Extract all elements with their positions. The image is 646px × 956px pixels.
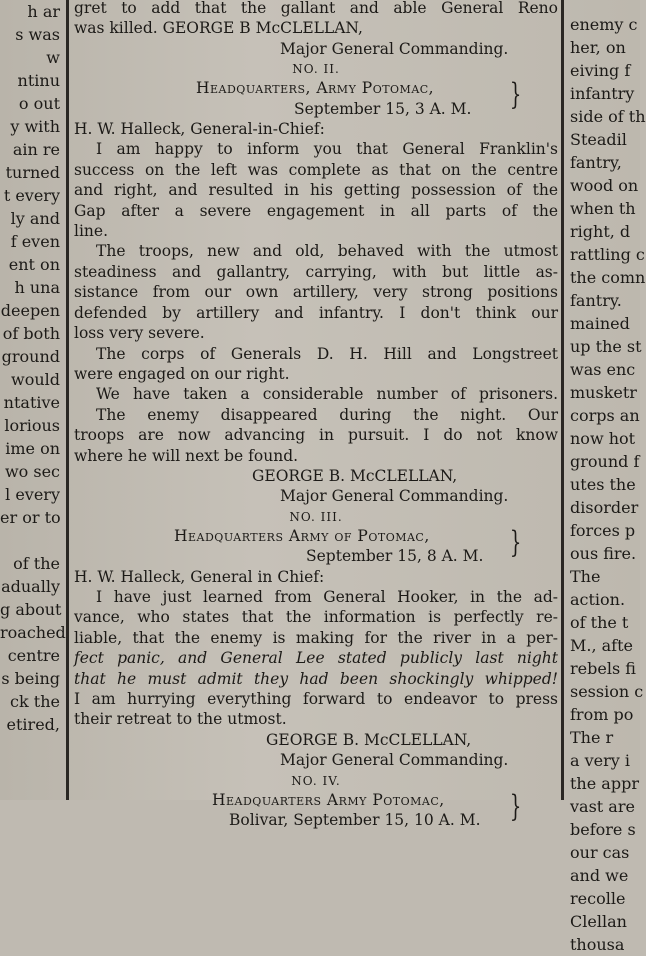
fragment-line: roached [0, 623, 66, 642]
fragment-line: ground f [570, 452, 640, 471]
fragment-line: The [570, 567, 601, 586]
signature: GEORGE B. McCLELLAN, [266, 730, 472, 749]
body-line: The enemy disappeared during the night. Our [96, 405, 558, 424]
fragment-line: from po [570, 705, 634, 724]
fragment-line: ck the [10, 692, 60, 711]
headquarters-line: Headquarters Army Potomac, } [212, 788, 523, 824]
fragment-line: rebels fi [570, 659, 636, 678]
fragment-line [0, 736, 62, 759]
fragment-line: turned [5, 163, 60, 182]
fragment-line: Clellan [570, 912, 627, 931]
rank-line: Major General Commanding. [280, 751, 509, 770]
fragment-line: deepen [0, 301, 60, 320]
fragment-line: ent on [8, 255, 60, 274]
fragment-line: when th [570, 199, 636, 218]
body-line: were engaged on our right. [74, 364, 290, 383]
left-column-lines [0, 0, 66, 759]
fragment-line: centre [7, 646, 60, 665]
fragment-line: y with [10, 117, 60, 136]
body-line: I have just learned from General Hooker, in the ad- [96, 587, 558, 606]
dispatch-date: September 15, 3 A. M. [294, 99, 472, 118]
body-line: sistance from our own artillery, very strong positions [74, 283, 558, 302]
fragment-line: ground [1, 347, 60, 366]
body-line: vance, who states that the information is perfectly re- [74, 608, 558, 627]
fragment-line: fantry. [570, 291, 622, 310]
body-line: fect panic, and General Lee stated publicly last night [74, 649, 558, 668]
fragment-line: adually [1, 577, 60, 596]
body-line: The troops, new and old, behaved with the utmost [96, 242, 558, 261]
column-rule-left [66, 0, 69, 800]
left-column-fragment [0, 0, 66, 800]
fragment-line: vast are [570, 797, 635, 816]
body-line: I am happy to inform you that General Franklin's [96, 140, 558, 159]
fragment-line: eiving f [570, 61, 631, 80]
fragment-line: t every [3, 186, 60, 205]
fragment-line: before s [570, 820, 636, 839]
fragment-line: of both [2, 324, 60, 343]
fragment-line: forces p [570, 521, 636, 540]
fragment-line: corps an [570, 406, 640, 425]
fragment-line: ly and [10, 209, 60, 228]
fragment-line: w [46, 48, 60, 67]
fragment-line: ain re [12, 140, 60, 159]
fragment-line: up the st [570, 337, 642, 356]
fragment-line: wood on [570, 176, 639, 195]
body-line: loss very severe. [74, 324, 205, 343]
fragment-line: action. [570, 590, 626, 609]
fragment-line: er or to [0, 508, 61, 527]
fragment-line: ous fire. [570, 544, 637, 563]
fragment-line [568, 0, 640, 13]
fragment-line: l every [5, 485, 60, 504]
fragment-line: disorder [570, 498, 639, 517]
body-line: The corps of Generals D. H. Hill and Longstreet [96, 344, 558, 363]
fragment-line: of the t [570, 613, 629, 632]
body-line: Gap after a severe engagement in all parts of the [74, 201, 558, 220]
dispatch-number: NO. III. [289, 509, 343, 524]
fragment-line: s was [15, 25, 60, 44]
fragment-line: f even [10, 232, 60, 251]
body-line: steadiness and gallantry, carrying, with but little as- [74, 262, 558, 281]
fragment-line: ntinu [17, 71, 60, 90]
fragment-line: now hot [570, 429, 636, 448]
signature: GEORGE B. McCLELLAN, [252, 466, 458, 485]
fragment-line: session c [570, 682, 644, 701]
fragment-line: ntative [3, 393, 60, 412]
fragment-line: mained [570, 314, 630, 333]
body-line: defended by artillery and infantry. I don't think our [74, 303, 558, 322]
addressee: H. W. Halleck, General in Chief: [74, 567, 325, 586]
fragment-line: Steadil [570, 130, 627, 149]
fragment-line: etired, [6, 715, 60, 734]
fragment-line: our cas [570, 843, 630, 862]
text-line: gret to add that the gallant and able General Reno [74, 0, 558, 17]
fragment-line: infantry [570, 84, 635, 103]
headquarters-line: Headquarters, Army Potomac, } [196, 77, 523, 113]
body-line: troops are now advancing in pursuit. I do not know [74, 426, 558, 445]
rank-line: Major General Commanding. [280, 39, 509, 58]
fragment-line: wo sec [4, 462, 60, 481]
main-column [74, 0, 558, 830]
body-line: and right, and resulted in his getting possession of the [74, 181, 558, 200]
fragment-line: s being [1, 669, 60, 688]
fragment-line: rattling c [570, 245, 645, 264]
body-line: I am hurrying everything forward to endeavor to press [74, 690, 558, 708]
text-line: was killed. GEORGE B McCLELLAN, [74, 19, 363, 38]
fragment-line: of the [13, 554, 60, 573]
fragment-line: lorious [4, 416, 60, 435]
body-line: that he must admit they had been shockingly whipped! [74, 669, 558, 688]
rank-line: Major General Commanding. [280, 487, 509, 506]
fragment-line: utes the [570, 475, 636, 494]
fragment-line: and we [570, 866, 629, 885]
fragment-line: M., afte [570, 636, 633, 655]
dispatch-number: NO. II. [292, 62, 340, 77]
brace-mark: } [510, 77, 523, 113]
fragment-line: musketr [570, 383, 637, 402]
fragment-line: o out [18, 94, 60, 113]
body-line: We have taken a considerable number of prisoners. [96, 385, 558, 404]
body-line: line. [74, 222, 108, 241]
addressee: H. W. Halleck, General-in-Chief: [74, 120, 325, 139]
brace-mark: } [510, 524, 523, 560]
fragment-line: recolle [570, 889, 626, 908]
fragment-line: a very i [570, 751, 631, 770]
fragment-line: was enc [570, 360, 636, 379]
dispatch-number: NO. IV. [291, 773, 341, 788]
headquarters-line: Headquarters Army of Potomac, } [174, 524, 523, 560]
body-line: success on the left was complete as that on the centre [74, 160, 558, 179]
body-line: where he will next be found. [74, 446, 299, 465]
fragment-line: The r [570, 728, 614, 747]
fragment-line: h ar [27, 2, 60, 21]
brace-mark: } [510, 788, 523, 824]
dispatch-date: Bolivar, September 15, 10 A. M. [229, 811, 481, 830]
fragment-line: side of th [570, 107, 646, 126]
fragment-line: the comn [570, 268, 646, 287]
fragment-line [0, 529, 62, 552]
right-column-fragment [568, 0, 646, 954]
body-line: their retreat to the utmost. [74, 710, 287, 729]
fragment-line: the appr [570, 774, 639, 793]
column-rule-right [561, 0, 564, 800]
body-line: liable, that the enemy is making for the river in a per- [74, 628, 558, 647]
fragment-line: ime on [5, 439, 60, 458]
dispatch-date: September 15, 8 A. M. [306, 547, 484, 566]
fragment-line: enemy c [570, 15, 638, 34]
fragment-line: thousa [570, 935, 625, 954]
fragment-line: fantry, [570, 153, 622, 172]
fragment-line: her, on [570, 38, 626, 57]
right-column-lines [568, 0, 646, 956]
fragment-line: right, d [570, 222, 631, 241]
fragment-line: h una [14, 278, 60, 297]
fragment-line: would [11, 370, 60, 389]
fragment-line: g about [0, 600, 62, 619]
